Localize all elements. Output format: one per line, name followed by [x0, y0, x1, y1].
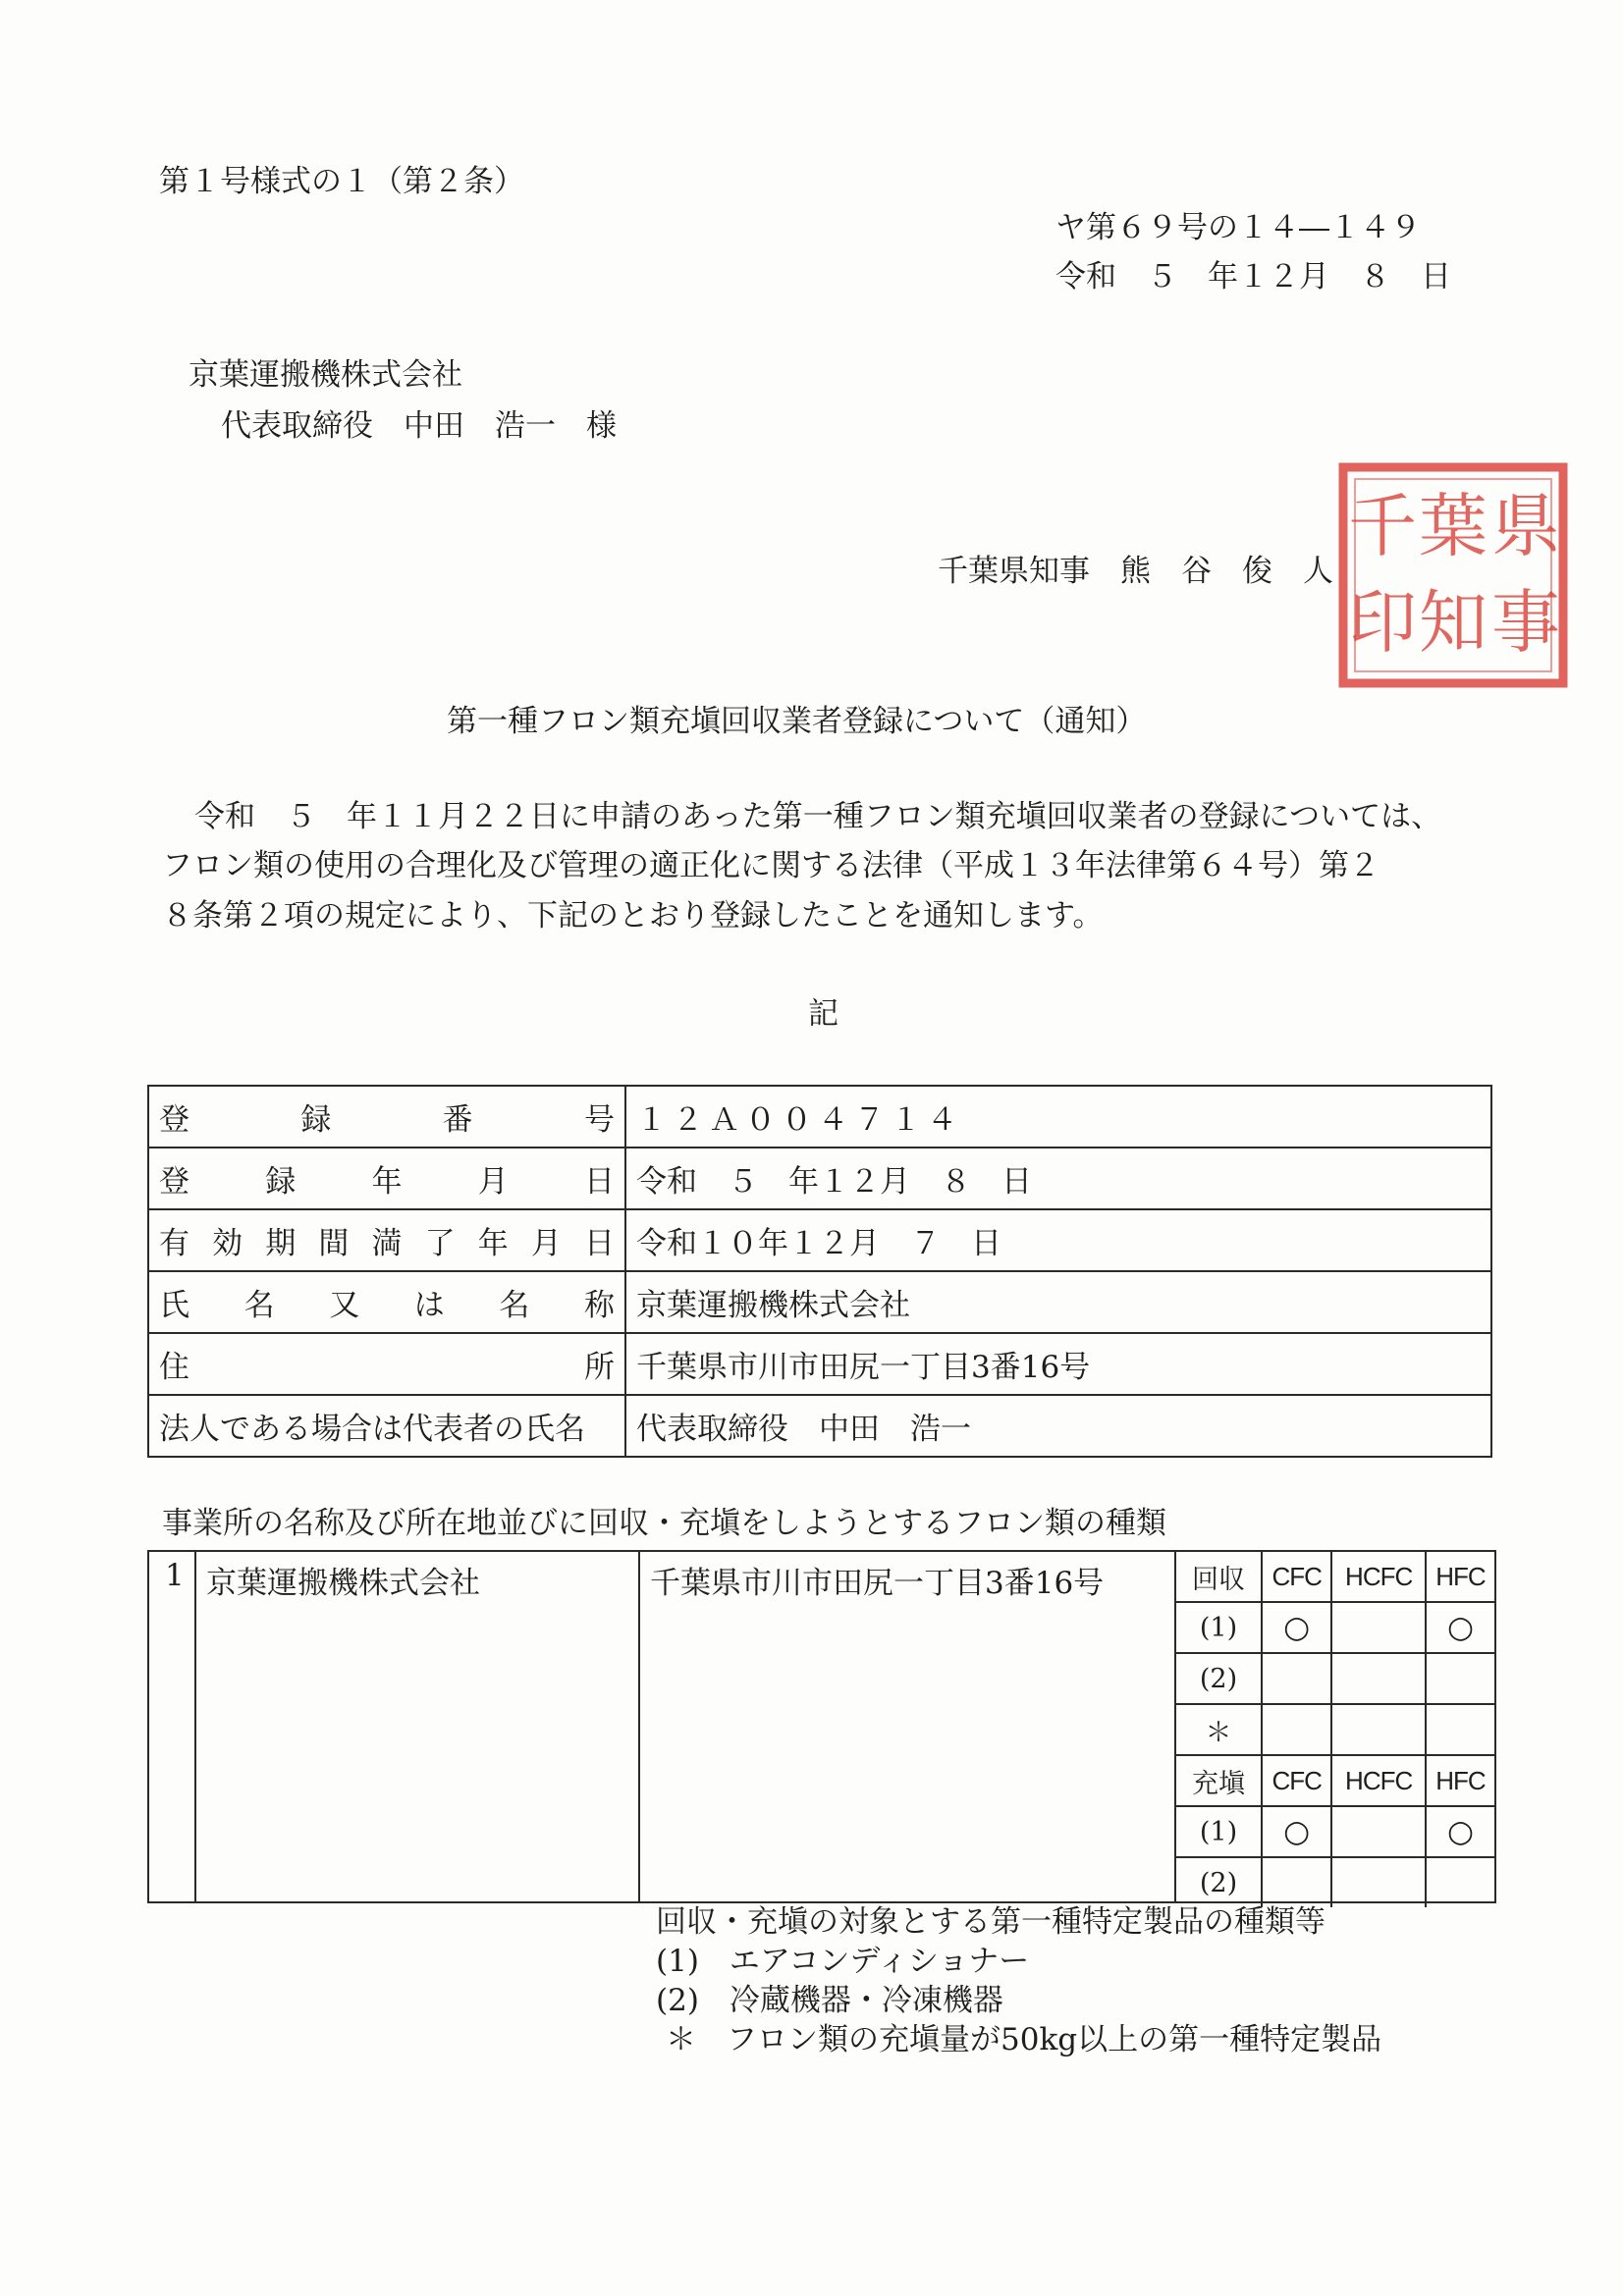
- row-label: ＊: [1176, 1704, 1262, 1755]
- table-row: [148, 1333, 1491, 1395]
- grid-row: [1176, 1806, 1494, 1857]
- body-line-2: フロン類の使用の合理化及び管理の適正化に関する法律（平成１３年法律第６４号）第２: [162, 848, 1380, 883]
- row-label: (2): [1176, 1653, 1262, 1704]
- row-label: 法人である場合は代表者の氏名: [159, 1412, 585, 1447]
- body-line-3: ８条第２項の規定により、下記のとおり登録したことを通知します。: [162, 898, 1104, 934]
- mark-cell: [1331, 1806, 1426, 1857]
- notes-heading: 回収・充塡の対象とする第一種特定製品の種類等: [656, 1904, 1325, 1940]
- row-value: 千葉県市川市田尻一丁目3番16号: [625, 1333, 1491, 1395]
- seal-char: 千: [1348, 486, 1417, 566]
- table-row: [148, 1395, 1491, 1457]
- mark-cell: ○: [1426, 1602, 1494, 1653]
- mark-cell: [1331, 1602, 1426, 1653]
- column-cfc: CFC: [1262, 1552, 1331, 1602]
- row-value: 京葉運搬機株式会社: [625, 1271, 1491, 1333]
- notes-item-2: (2) 冷蔵機器・冷凍機器: [656, 1983, 1003, 2018]
- row-label: 住 所: [159, 1350, 615, 1385]
- column-cfc: CFC: [1262, 1755, 1331, 1806]
- official-seal: [1335, 459, 1571, 691]
- mark-cell: [1262, 1653, 1331, 1704]
- sender-name: 千葉県知事 熊 谷 俊 人: [938, 554, 1333, 589]
- recovery-label: 回収: [1176, 1552, 1262, 1602]
- business-caption: 事業所の名称及び所在地並びに回収・充塡をしようとするフロン類の種類: [162, 1506, 1166, 1541]
- recipient-person: 代表取締役 中田 浩一 様: [221, 408, 617, 444]
- mark-cell: ○: [1262, 1602, 1331, 1653]
- row-label: (2): [1176, 1857, 1262, 1907]
- seal-char: 県: [1491, 486, 1560, 566]
- grid-header-recovery: [1176, 1552, 1494, 1602]
- grid-row: [1176, 1704, 1494, 1755]
- grid-row: [1176, 1653, 1494, 1704]
- grid-header-filling: [1176, 1755, 1494, 1806]
- document-number: ヤ第６９号の１４―１４９: [1055, 210, 1421, 245]
- notes-item-1: (1) エアコンディショナー: [656, 1944, 1030, 1979]
- column-hfc: HFC: [1426, 1755, 1494, 1806]
- mark-cell: ○: [1262, 1806, 1331, 1857]
- office-address: 千葉県市川市田尻一丁目3番16号: [650, 1566, 1105, 1601]
- column-hfc: HFC: [1426, 1552, 1494, 1602]
- table-row: [148, 1271, 1491, 1333]
- office-number: 1: [165, 1558, 185, 1593]
- row-value: １２Ａ００４７１４: [625, 1086, 1491, 1148]
- grid-row: [1176, 1857, 1494, 1907]
- seal-char: 印: [1348, 582, 1417, 663]
- seal-char: 葉: [1419, 486, 1488, 566]
- mark-cell: [1426, 1704, 1494, 1755]
- mark-cell: [1331, 1653, 1426, 1704]
- column-hcfc: HCFC: [1331, 1755, 1426, 1806]
- row-value: 代表取締役 中田 浩一: [625, 1395, 1491, 1457]
- column-hcfc: HCFC: [1331, 1552, 1426, 1602]
- seal-char: 知: [1419, 582, 1488, 663]
- row-label: 登 録 番 号: [159, 1102, 615, 1138]
- registration-table: [147, 1085, 1492, 1458]
- row-label: (1): [1176, 1602, 1262, 1653]
- form-label: 第１号様式の１（第２条）: [159, 164, 524, 199]
- table-row: [148, 1148, 1491, 1209]
- document-title: 第一種フロン類充塡回収業者登録について（通知）: [447, 704, 1147, 739]
- mark-cell: [1262, 1704, 1331, 1755]
- mark-cell: [1331, 1857, 1426, 1907]
- seal-char: 事: [1491, 582, 1560, 663]
- freon-type-grid: [1176, 1552, 1494, 1907]
- filling-label: 充塡: [1176, 1755, 1262, 1806]
- row-label: 登 録 年 月 日: [159, 1164, 615, 1200]
- mark-cell: [1331, 1704, 1426, 1755]
- table-row: [148, 1086, 1491, 1148]
- mark-cell: [1426, 1857, 1494, 1907]
- business-office-table: [147, 1550, 1496, 1903]
- mark-cell: [1262, 1857, 1331, 1907]
- row-label: (1): [1176, 1806, 1262, 1857]
- row-label: 氏 名 又 は 名 称: [159, 1288, 615, 1323]
- document-date: 令和 ５ 年１２月 ８ 日: [1055, 259, 1451, 294]
- recipient-company: 京葉運搬機株式会社: [189, 357, 462, 393]
- ki-heading: 記: [808, 996, 839, 1032]
- mark-cell: ○: [1426, 1806, 1494, 1857]
- notes-item-3: ＊ フロン類の充塡量が50kg以上の第一種特定製品: [666, 2022, 1382, 2057]
- row-label: 有 効 期 間 満 了 年 月 日: [159, 1226, 615, 1261]
- mark-cell: [1426, 1653, 1494, 1704]
- office-name: 京葉運搬機株式会社: [206, 1566, 480, 1601]
- row-value: 令和１０年１２月 ７ 日: [625, 1209, 1491, 1271]
- table-row: [148, 1209, 1491, 1271]
- grid-row: [1176, 1602, 1494, 1653]
- body-line-1: 令和 ５ 年１１月２２日に申請のあった第一種フロン類充塡回収業者の登録については、: [194, 799, 1442, 834]
- row-value: 令和 ５ 年１２月 ８ 日: [625, 1148, 1491, 1209]
